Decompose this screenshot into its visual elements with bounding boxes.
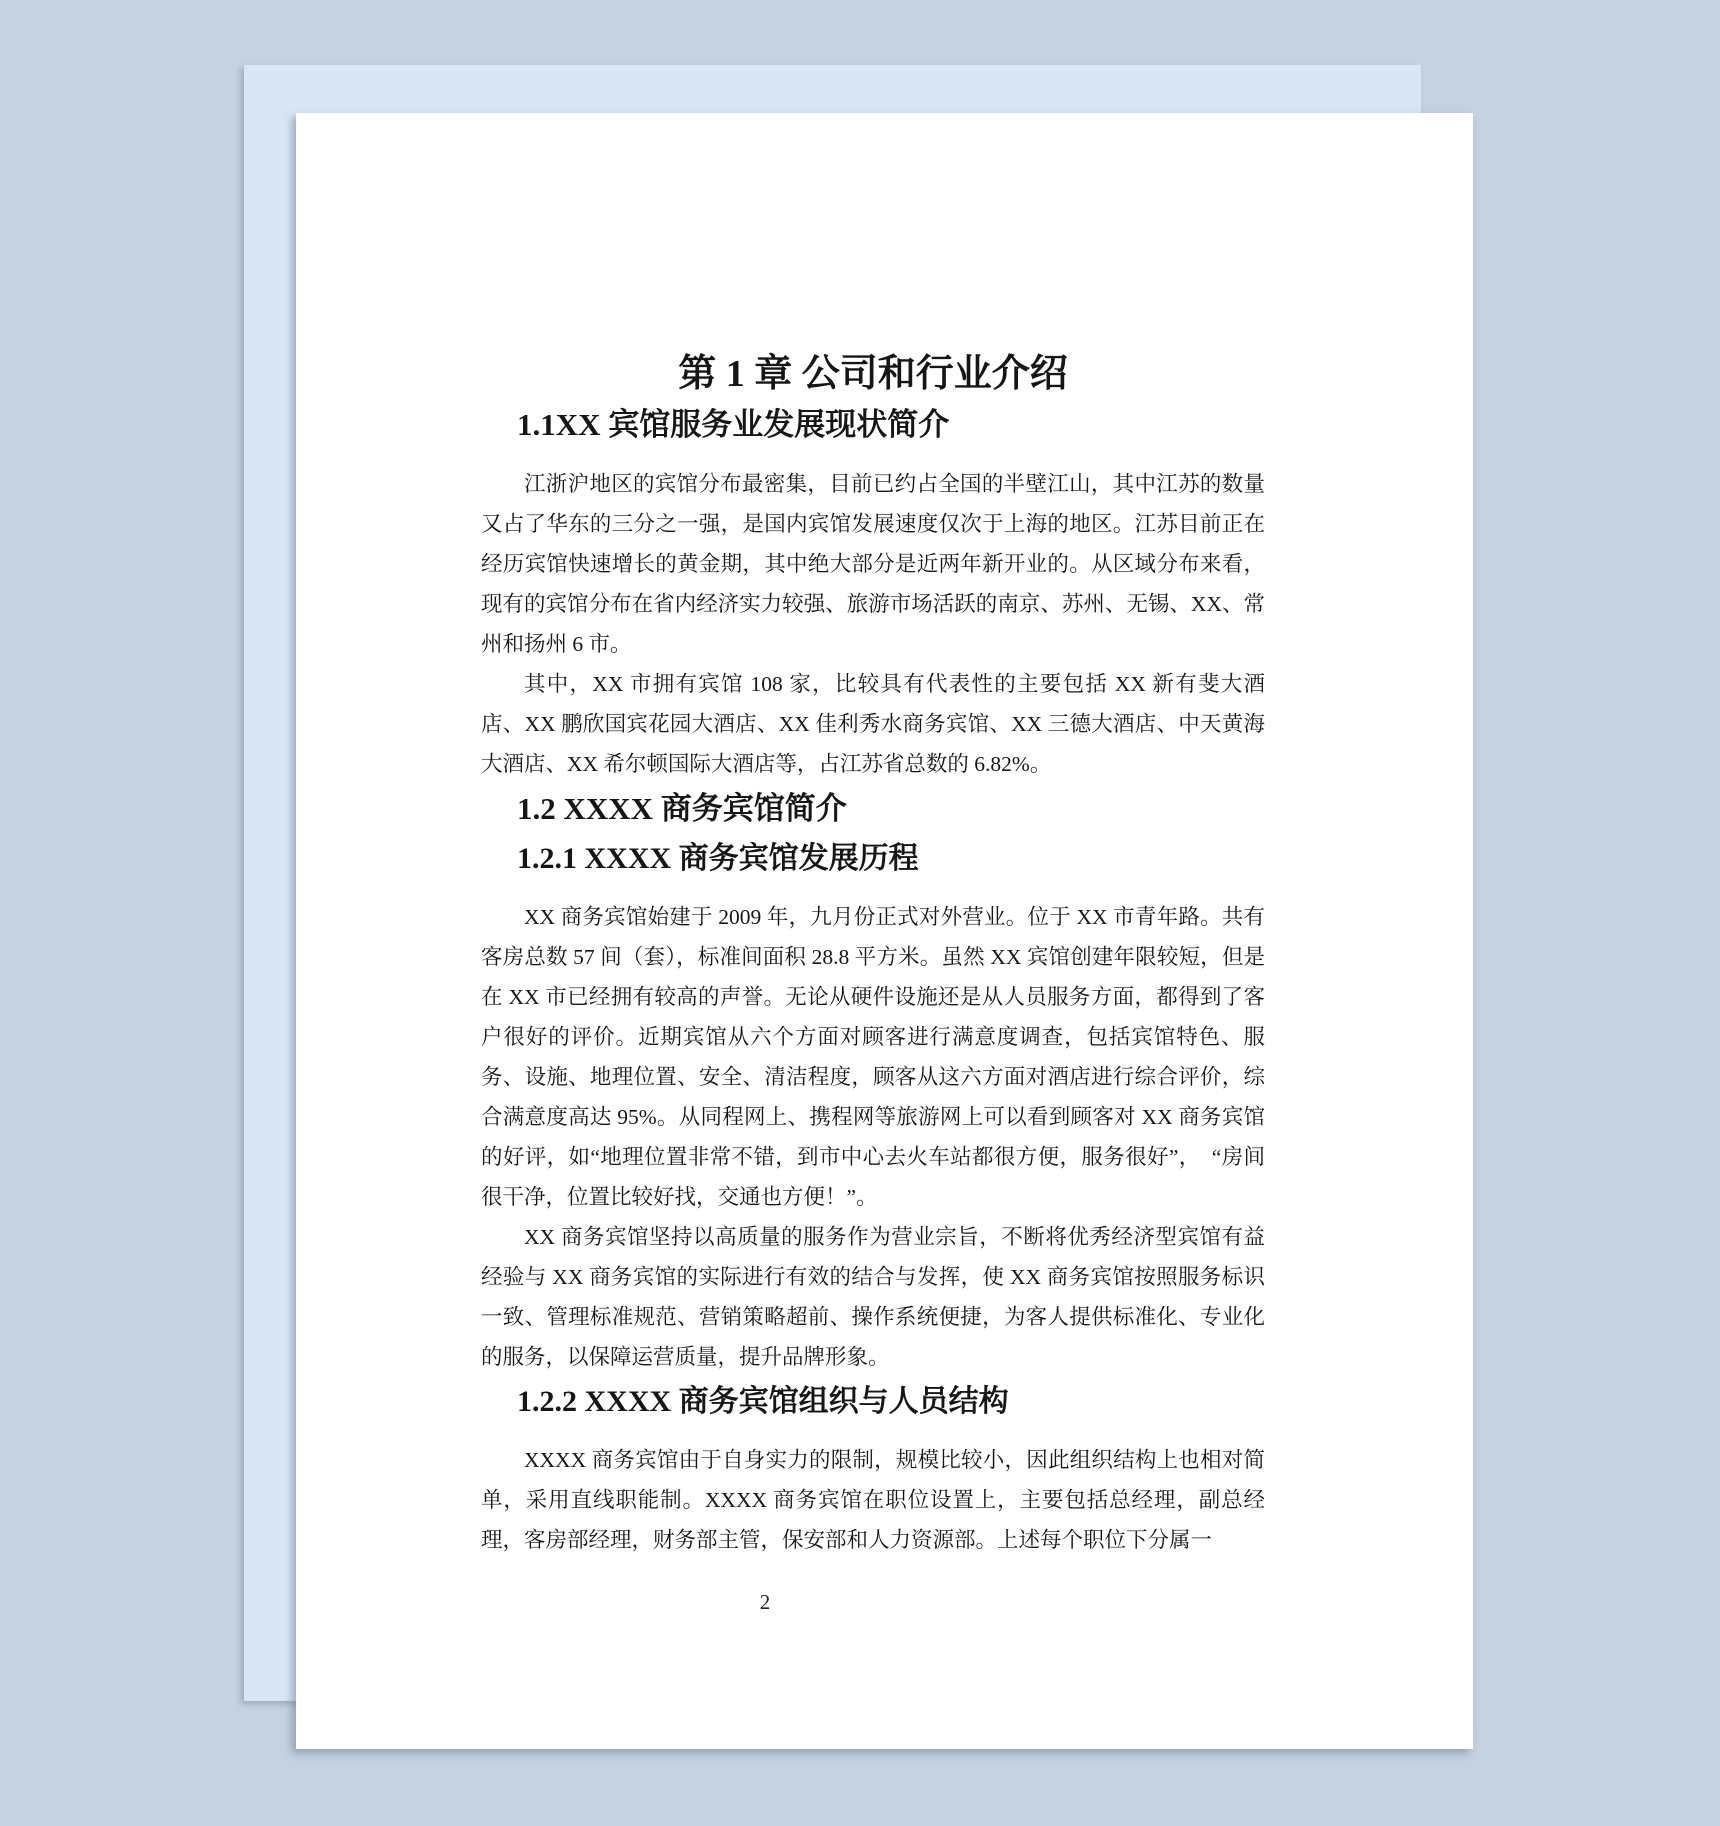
document-page bbox=[296, 113, 1473, 1749]
body-paragraph: XX 商务宾馆坚持以高质量的服务作为营业宗旨，不断将优秀经济型宾馆有益经验与 XX 商务宾馆的实际进行有效的结合与发挥，使 XX 商务宾馆按照服务标识一致、管理标准规范、营销策略超前、操作系统便捷，为客人提供标准化、专业化的服务，以保障运营质量，提升品牌形象。 bbox=[481, 1225, 1265, 1369]
body-paragraph: XXXX 商务宾馆由于自身实力的限制，规模比较小，因此组织结构上也相对简单，采用直线职能制。XXXX 商务宾馆在职位设置上，主要包括总经理，副总经理，客房部经理，财务部主管，保安部和人力资源部。上述每个职位下分属一 bbox=[481, 1448, 1265, 1552]
page-content bbox=[481, 348, 1265, 1560]
section-heading-1-2-1: 1.2.1 XXXX 商务宾馆发展历程 bbox=[517, 842, 919, 875]
body-paragraph: 江浙沪地区的宾馆分布最密集，目前已约占全国的半壁江山，其中江苏的数量又占了华东的三分之一强，是国内宾馆发展速度仅次于上海的地区。江苏目前正在经历宾馆快速增长的黄金期，其中绝大部分是近两年新开业的。从区域分布来看，现有的宾馆分布在省内经济实力较强、旅游市场活跃的南京、苏州、无锡、XX、常州和扬州 6 市。 bbox=[481, 472, 1265, 656]
body-paragraph: 其中，XX 市拥有宾馆 108 家，比较具有代表性的主要包括 XX 新有斐大酒店、XX 鹏欣国宾花园大酒店、XX 佳利秀水商务宾馆、XX 三德大酒店、中天黄海大酒店、XX 希尔顿国际大酒店等，占江苏省总数的 6.82%。 bbox=[481, 672, 1265, 776]
section-heading-1-1: 1.1XX 宾馆服务业发展现状简介 bbox=[517, 407, 950, 442]
body-paragraph: XX 商务宾馆始建于 2009 年，九月份正式对外营业。位于 XX 市青年路。共有客房总数 57 间（套），标准间面积 28.8 平方米。虽然 XX 宾馆创建年限较短，但是在 XX 市已经拥有较高的声誉。无论从硬件设施还是从人员服务方面，都得到了客户很好的评价。近期宾馆从六个方面对顾客进行满意度调查，包括宾馆特色、服务、设施、地理位置、安全、清洁程度，顾客从这六方面对酒店进行综合评价，综合满意度高达 95%。从同程网上、携程网等旅游网上可以看到顾客对 XX 商务宾馆的好评，如“地理位置非常不错，到市中心去火车站都很方便，服务很好”， “房间很干净，位置比较好找，交通也方便！”。 bbox=[481, 905, 1265, 1209]
chapter-title: 第 1 章 公司和行业介绍 bbox=[678, 353, 1068, 395]
page-number: 2 bbox=[759, 1590, 771, 1614]
section-heading-1-2-2: 1.2.2 XXXX 商务宾馆组织与人员结构 bbox=[517, 1385, 1009, 1418]
section-heading-1-2: 1.2 XXXX 商务宾馆简介 bbox=[517, 791, 847, 826]
